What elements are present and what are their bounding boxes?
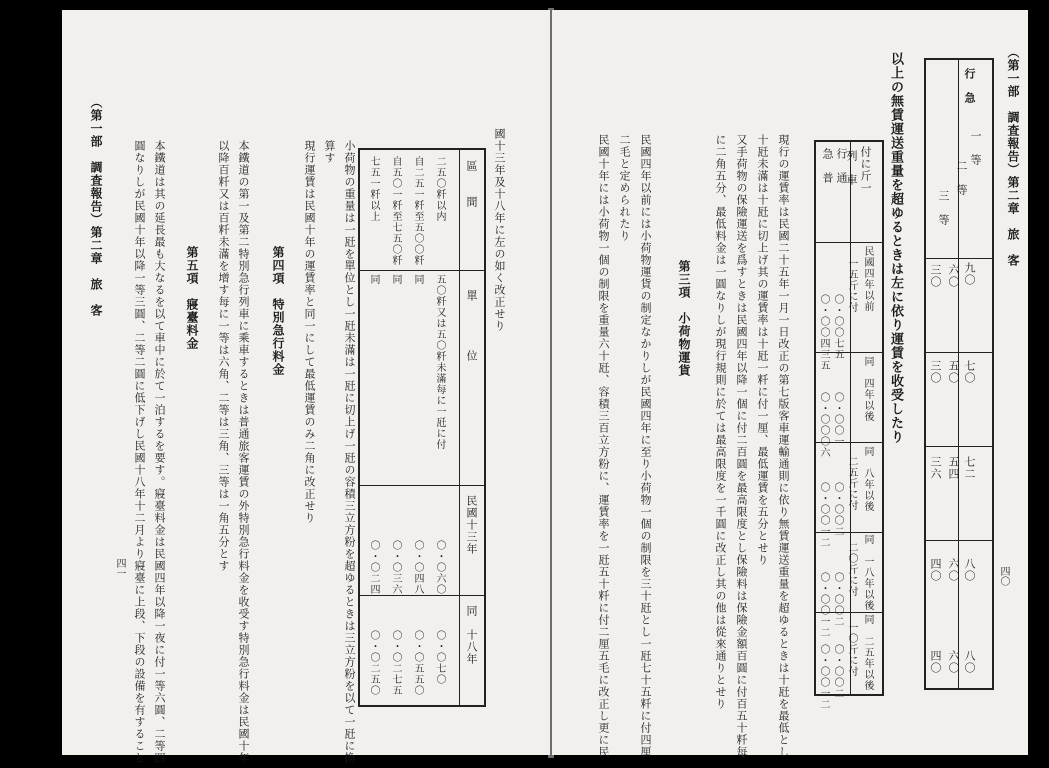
col-header: 二〇斤に付: [846, 542, 857, 597]
intro-line: 國十三年及十八年に左の如く改正せり: [493, 128, 506, 332]
cell-value: 〇・〇〇一二: [818, 644, 829, 710]
paragraph-line: 以降百粁又は百粁未滿を增す每に一等は六角、二等は三角、三等は一角五分とす: [217, 140, 230, 572]
table-cell: 二五〇粁以内: [434, 156, 445, 222]
cell-value: 〇・〇〇四三五: [818, 294, 829, 371]
paragraph-line: 又手荷物の保險運送を爲すときは民國四年以降一個に付二百圓を最高限度とし保險料は保險金額百圓に付百五十粁每: [735, 134, 748, 758]
cell-value: 〇・〇〇七五: [832, 294, 843, 360]
col-header: 民國四年以前: [862, 246, 873, 312]
cell-value: 〇・〇〇〇六: [818, 392, 829, 458]
cell-value: 四〇: [929, 558, 942, 582]
table-cell: 〇・〇五五〇: [412, 630, 423, 696]
table-cell: 同: [390, 274, 401, 285]
cell-value: 七二: [963, 456, 976, 480]
page-number: 四一: [114, 558, 125, 578]
paragraph-line: に二角五分、最低料金は一圓なりしが現行規則に於ては最高限度を一千圓に改正し其の他は從來通りとせり: [714, 134, 727, 710]
table-header: 同 十八年: [465, 605, 478, 665]
right-page: [552, 10, 1028, 758]
table-cell: 自二五一粁至五〇〇粁: [412, 156, 423, 266]
table-cell: 自五〇一粁至七五〇粁: [390, 156, 401, 266]
col-header: 一五斤に付: [846, 258, 857, 313]
table-cell: 五〇粁又は五〇粁未滿每に一瓩に付: [434, 274, 445, 450]
cell-value: 五四: [947, 456, 960, 480]
paragraph-line: 本鐵道は其の延長最も大なるを以て車中に於て一泊するを要す。寢臺料金は民國四年以降一夜に付一等六圓、二等四: [153, 140, 166, 764]
paragraph-line: 算す: [323, 140, 336, 164]
cell-value: 六〇: [947, 650, 960, 674]
page-number: 四〇: [998, 566, 1009, 586]
table-cell: 〇・〇六〇: [434, 540, 445, 595]
running-header: （第一部 調査報告）第二章 旅 客: [1006, 46, 1020, 267]
table-header: 民國十三年: [465, 495, 478, 555]
paragraph-line: 本鐵道の第一及第二特別急行列車に乘車するときは普通旅客運賃の外特別急行料金を收受す特別急行料金は民國十年: [237, 140, 250, 764]
intro-line: 以上の無賃運送重量を超ゆるときは左に依り運賃を收受したり: [888, 52, 903, 444]
paragraph-line: 民國十年には小荷物一個の制限を重量六十瓩、容積三百立方粉に、運賃率を一瓩五十粁に付二厘五毛に改正し更に民: [597, 134, 610, 758]
left-page: [62, 10, 550, 764]
cell-value: 〇・〇〇二: [832, 572, 843, 627]
cell-value: 五〇: [947, 360, 960, 384]
paragraph-line: 現行の運賃率は民國二十五年一月一日改正の第七版客車運輸通則に依り無賃運送重量を超ゆるときは十瓩を最低とし: [777, 134, 790, 758]
train-type: 急 普: [821, 148, 834, 184]
table-cell: 〇・〇四八: [412, 540, 423, 595]
running-header: （第一部 調査報告）第二章 旅 客: [89, 96, 103, 317]
row-label: 三 等: [937, 190, 950, 226]
row-label: 二 等: [955, 160, 968, 196]
cell-value: 三〇: [929, 264, 942, 288]
col-header: 一〇斤に付: [846, 622, 857, 677]
cell-value: 三六: [929, 456, 942, 480]
section-title: 第四項 特別急行料金: [271, 246, 285, 376]
col-header: 二五斤に付: [846, 456, 857, 511]
table-cell: 〇・〇七〇: [434, 630, 445, 685]
cell-value: 〇・〇〇二: [832, 482, 843, 537]
paragraph-line: 民國四年以前には小荷物運貨の制定なかりしが民國四年に至り小荷物一個の制限を三十瓩とし一瓩七十五粁に付四厘: [639, 134, 652, 758]
col-header: 同 二五年以後: [862, 614, 873, 691]
col-label: 行 急: [963, 68, 976, 104]
cell-value: 八〇: [963, 650, 976, 674]
table-cell: 〇・〇二五〇: [368, 630, 379, 696]
paragraph-line: 小荷物の重量は一瓩を單位とし一瓩未滿は一瓩に切上げ一瓩の容積三立方粉を超ゆるときは三立方粉を以て一瓩に換: [343, 140, 356, 764]
header-cell: 付に斤一: [859, 146, 872, 194]
cell-value: 〇・〇〇一二: [818, 482, 829, 548]
paragraph-line: 圓なりしが民國十年以降一等三圓、二等二圓に低下げし民國十八年十二月より寢臺に上段、下段の設備を有すること: [133, 140, 146, 764]
cell-value: 〇・〇〇一: [832, 392, 843, 447]
cell-value: 〇・〇〇二: [832, 644, 843, 699]
paragraph-line: 二毛と定められたり: [618, 134, 631, 242]
table-header: 區 間: [465, 160, 478, 208]
paragraph-line: 十瓩未滿は十瓩に切上げ其の運賃率は十瓩一粁に付一厘、最低運賃を五分とせり: [756, 134, 769, 566]
col-header: 同 一八年以後: [862, 534, 873, 611]
cell-value: 六〇: [947, 558, 960, 582]
train-type: 行 通: [835, 148, 848, 184]
train-header: 列 車: [845, 150, 858, 186]
col-header: 同 八年以後: [862, 446, 873, 512]
table-cell: 〇・〇三六: [390, 540, 401, 595]
table-cell: 〇・〇二四: [368, 540, 379, 595]
section-title: 第五項 寢臺料金: [185, 246, 199, 350]
table-cell: 〇・〇二七五: [390, 630, 401, 696]
row-label: 一 等: [969, 130, 982, 166]
cell-value: 八〇: [963, 558, 976, 582]
cell-value: 九〇: [963, 262, 976, 286]
table-cell: 七五一粁以上: [368, 156, 379, 222]
cell-value: 〇・〇〇一二: [818, 572, 829, 638]
section-title: 第三項 小荷物運貨: [677, 260, 691, 377]
cell-value: 三〇: [929, 360, 942, 384]
table-cell: 同: [368, 274, 379, 285]
table-header: 單 位: [465, 290, 478, 362]
cell-value: 七〇: [963, 360, 976, 384]
table-cell: 同: [412, 274, 423, 285]
col-header: 同 四年以後: [862, 356, 873, 422]
paragraph-line: 現行運賃は民國十年の運賃率と同一にして最低運賃のみ二角に改正せり: [303, 140, 316, 524]
cell-value: 六〇: [947, 264, 960, 288]
cell-value: 四〇: [929, 650, 942, 674]
